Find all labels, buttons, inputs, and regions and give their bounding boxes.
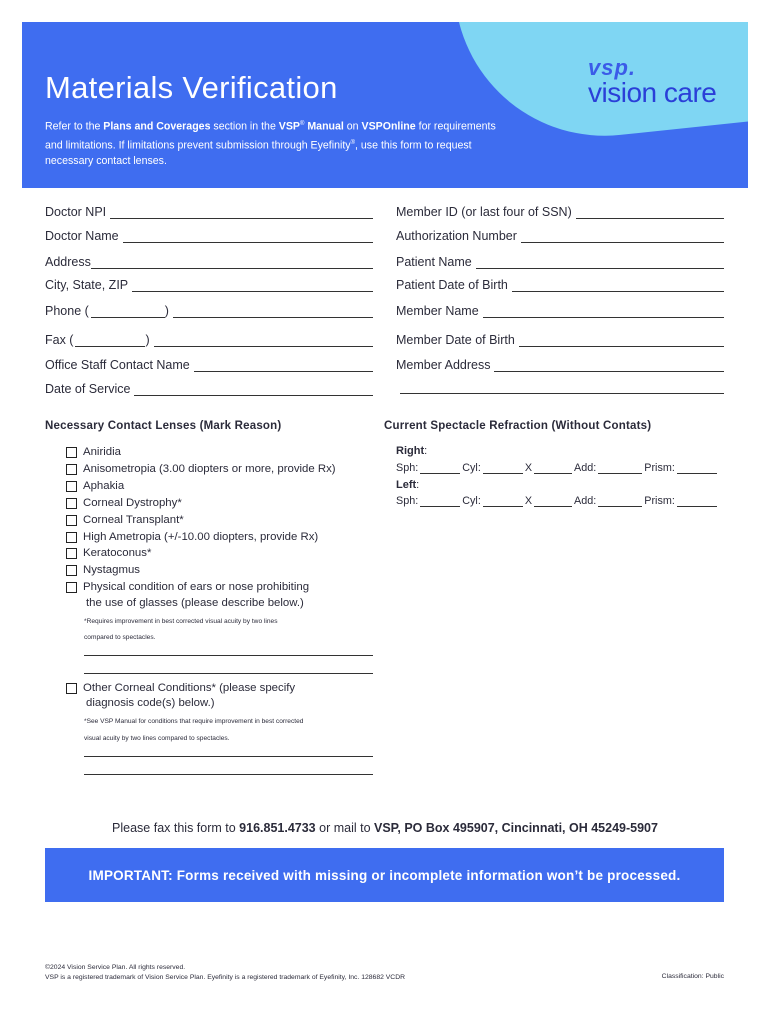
office-staff-contact-input[interactable] <box>194 360 373 372</box>
option-high-ametropia[interactable]: High Ametropia (+/-10.00 diopters, provide Rx) <box>66 530 318 544</box>
important-banner: IMPORTANT: Forms received with missing or incomplete information won’t be processed. <box>45 848 724 902</box>
doctor-name-input[interactable] <box>123 231 373 243</box>
address-input[interactable] <box>91 257 373 269</box>
checkbox[interactable] <box>66 447 77 458</box>
intro-text: Refer to the Plans and Coverages section in the VSP® Manual on VSPOnline for requirements and limitations. If limitations prevent submission through Eyefinity®, use this form to request necessary contact lenses. <box>45 120 496 168</box>
phone-area-code-input[interactable] <box>91 306 165 318</box>
right-sph-input[interactable] <box>420 463 460 474</box>
left-prism-input[interactable] <box>677 496 717 507</box>
phone-input[interactable] <box>173 306 373 318</box>
left-add-input[interactable] <box>598 496 642 507</box>
option-nystagmus[interactable]: Nystagmus <box>66 563 140 577</box>
doctor-npi-input[interactable] <box>110 207 373 219</box>
member-name-field[interactable]: Member Name <box>396 304 724 318</box>
doctor-npi-field[interactable]: Doctor NPI <box>45 205 373 219</box>
checkbox[interactable] <box>66 464 77 475</box>
lenses-heading: Necessary Contact Lenses (Mark Reason) <box>45 420 282 432</box>
option-corneal-dystrophy[interactable]: Corneal Dystrophy* <box>66 496 182 510</box>
footnote-see-manual-cont: visual acuity by two lines compared to spectacles. <box>84 735 230 742</box>
option-keratoconus[interactable]: Keratoconus* <box>66 546 151 560</box>
option-other-corneal-conditions[interactable]: Other Corneal Conditions* (please specify <box>66 681 295 695</box>
logo-vsp: vsp. <box>588 55 637 80</box>
checkbox[interactable] <box>66 481 77 492</box>
checkbox[interactable] <box>66 515 77 526</box>
right-cyl-input[interactable] <box>483 463 523 474</box>
checkbox[interactable] <box>66 498 77 509</box>
doctor-name-field[interactable]: Doctor Name <box>45 229 373 243</box>
logo-vision-care: vision care <box>588 77 717 108</box>
member-address-line2-input[interactable] <box>400 382 724 394</box>
option-other-corneal-cont: diagnosis code(s) below.) <box>86 697 215 709</box>
refraction-heading: Current Spectacle Refraction (Without Contats) <box>384 420 652 432</box>
city-state-zip-input[interactable] <box>132 280 373 292</box>
patient-dob-field[interactable]: Patient Date of Birth <box>396 278 724 292</box>
address-field[interactable]: Address <box>45 255 373 269</box>
member-id-field[interactable]: Member ID (or last four of SSN) <box>396 205 724 219</box>
right-axis-input[interactable] <box>534 463 572 474</box>
member-dob-input[interactable] <box>519 335 724 347</box>
patient-name-field[interactable]: Patient Name <box>396 255 724 269</box>
fax-instructions: Please fax this form to 916.851.4733 or mail to VSP, PO Box 495907, Cincinnati, OH 45249-5907 <box>112 821 658 835</box>
checkbox[interactable] <box>66 582 77 593</box>
office-staff-contact-field[interactable]: Office Staff Contact Name <box>45 358 373 372</box>
describe-line-1[interactable] <box>84 655 373 656</box>
fax-input[interactable] <box>154 335 373 347</box>
vsp-logo <box>588 55 717 108</box>
left-sph-input[interactable] <box>420 496 460 507</box>
diagnosis-line-1[interactable] <box>84 756 373 757</box>
option-physical-condition-cont: the use of glasses (please describe below.) <box>86 597 304 609</box>
left-cyl-input[interactable] <box>483 496 523 507</box>
footnote-requires-improvement: *Requires improvement in best corrected visual acuity by two lines <box>84 618 278 625</box>
checkbox[interactable] <box>66 565 77 576</box>
left-eye-label: Left: <box>396 479 420 491</box>
date-of-service-field[interactable]: Date of Service <box>45 382 373 396</box>
option-anisometropia[interactable]: Anisometropia (3.00 diopters or more, provide Rx) <box>66 462 336 476</box>
left-axis-input[interactable] <box>534 496 572 507</box>
left-eye-row[interactable]: Sph: Cyl: X Add: Prism: <box>396 495 724 507</box>
checkbox[interactable] <box>66 548 77 559</box>
member-dob-field[interactable]: Member Date of Birth <box>396 333 724 347</box>
right-eye-label: Right: <box>396 445 428 457</box>
phone-field[interactable]: Phone ( ) <box>45 304 373 318</box>
patient-name-input[interactable] <box>476 257 724 269</box>
checkbox[interactable] <box>66 532 77 543</box>
member-id-input[interactable] <box>576 207 724 219</box>
member-address-line2[interactable] <box>396 382 724 394</box>
footer-classification: Classification: Public <box>661 973 724 980</box>
member-address-input[interactable] <box>494 360 724 372</box>
diagnosis-line-2[interactable] <box>84 774 373 775</box>
footnote-see-manual: *See VSP Manual for conditions that require improvement in best corrected <box>84 718 304 725</box>
city-state-zip-field[interactable]: City, State, ZIP <box>45 278 373 292</box>
footnote-requires-improvement-cont: compared to spectacles. <box>84 634 156 641</box>
option-physical-condition[interactable]: Physical condition of ears or nose prohibiting <box>66 580 309 594</box>
authorization-number-field[interactable]: Authorization Number <box>396 229 724 243</box>
footer-copyright: ©2024 Vision Service Plan. All rights reserved. VSP is a registered trademark of Vision Service Plan. Eyefinity is a registered trademark of Eyefinity, Inc. 128682 VCDR <box>45 964 406 981</box>
checkbox[interactable] <box>66 683 77 694</box>
option-corneal-transplant[interactable]: Corneal Transplant* <box>66 513 184 527</box>
member-name-input[interactable] <box>483 306 724 318</box>
option-aniridia[interactable]: Aniridia <box>66 445 121 459</box>
right-add-input[interactable] <box>598 463 642 474</box>
member-address-field[interactable]: Member Address <box>396 358 724 372</box>
fax-field[interactable]: Fax ( ) <box>45 333 373 347</box>
fax-area-code-input[interactable] <box>75 335 145 347</box>
authorization-number-input[interactable] <box>521 231 724 243</box>
patient-dob-input[interactable] <box>512 280 724 292</box>
date-of-service-input[interactable] <box>134 384 373 396</box>
right-prism-input[interactable] <box>677 463 717 474</box>
page-title: Materials Verification <box>45 70 338 105</box>
describe-line-2[interactable] <box>84 673 373 674</box>
option-aphakia[interactable]: Aphakia <box>66 479 124 493</box>
right-eye-row[interactable]: Sph: Cyl: X Add: Prism: <box>396 462 724 474</box>
